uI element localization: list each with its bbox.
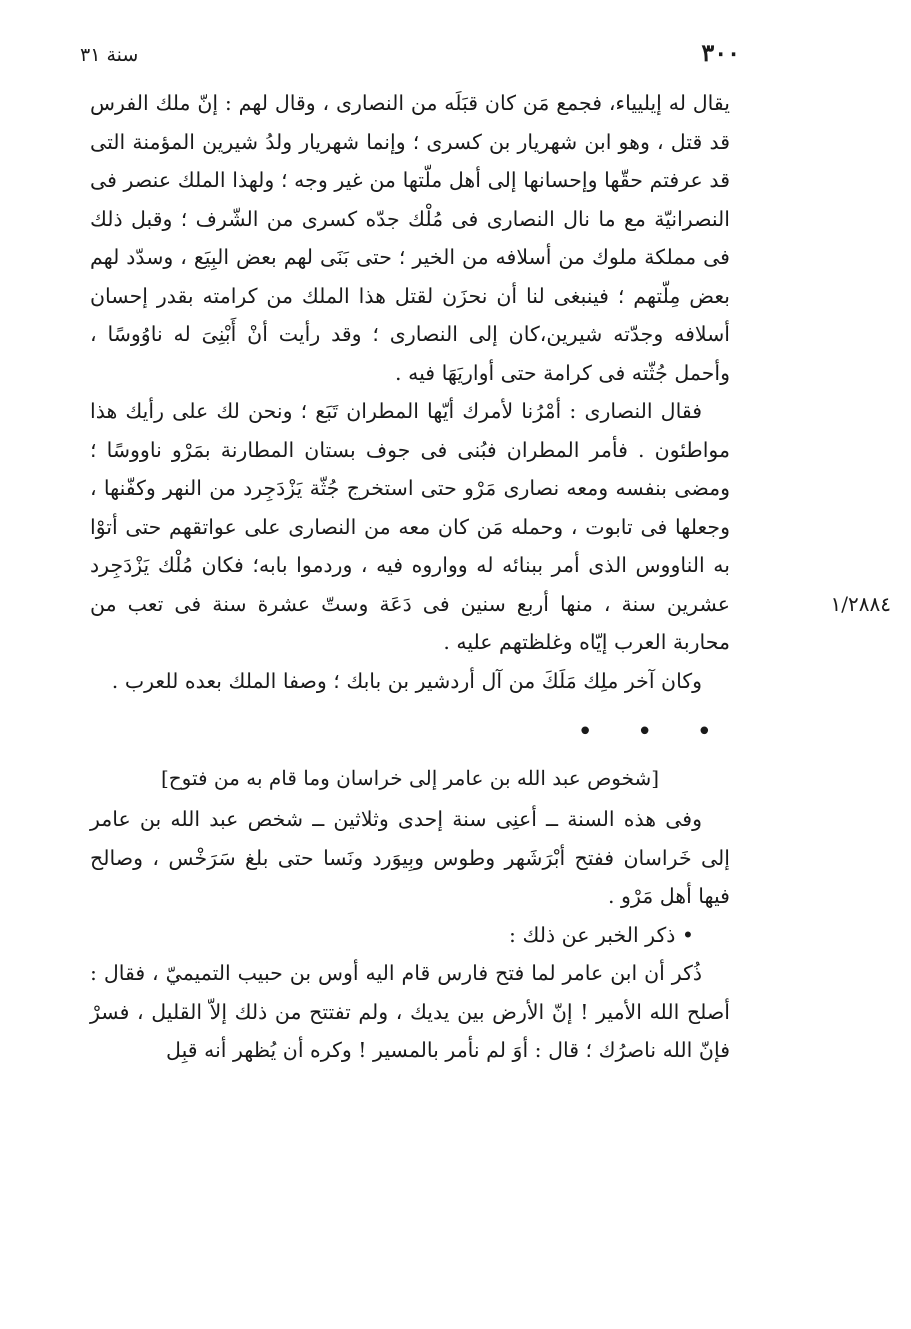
margin-reference: ١/٢٨٨٤	[830, 592, 891, 616]
bullet-heading: • ذكر الخبر عن ذلك :	[509, 922, 694, 947]
paragraph: وكان آخر ملِك مَلَكَ من آل أردشير بن بابك ؛ وصفا الملك بعده للعرب .	[111, 668, 702, 693]
page-header	[80, 38, 740, 78]
paragraph: ذُكر أن ابن عامر لما فتح فارس قام اليه أوس بن حبيب التميميّ ، فقال : أصلح الله الأمير ! إنّ الأرض بين يديك ، ولم تفتتح من ذلك إلاّ القليل ، فسرْ فإنّ الله ناصرُك ؛ قال : أوَ لم نأمر بالمسير ! وكره أن يُظهر أنه قبِل	[90, 961, 730, 1062]
section-heading: [شخوص عبد الله بن عامر إلى خراسان وما قام به من فتوح]	[160, 766, 660, 790]
paragraph: يقال له إيليياء، فجمع مَن كان قبَلَه من النصارى ، وقال لهم : إنّ ملك الفرس قد قتل ، وهو ابن شهريار بن كسرى ؛ وإنما شهريار ولدُ شيرين المؤمنة التى قد عرفتم حقّها وإحسانها إلى أهل ملّتها من غير وجه ؛ ولهذا الملك عنصر فى النصرانيّة مع ما نال النصارى فى مُلْك جدّه كسرى من الشّرف ؛ وقبل ذلك فى مملكة ملوك من أسلافه من الخير ؛ حتى بَنَى لهم بعض البِيَع ، وسدّد لهم بعض مِلّتهم ؛ فينبغى لنا أن نحزَن لقتل هذا الملك من كرامته بقدر إحسان أسلافه وجدّته شيرين،كان إلى النصارى ؛ وقد رأيت أنْ أَبْنِىَ له ناوُوسًا ، وأحمل جُثّته فى كرامة حتى أواريَهَا فيه .	[90, 91, 730, 385]
paragraph: وفى هذه السنة ــ أعنِى سنة إحدى وثلاثين ــ شخص عبد الله بن عامر إلى خَراسان ففتح أبْرَشَهر وطوس وبِيوَرد ونَسا حتى بلغ سَرَخْس ، وصالح فيها أهل مَرْو .	[90, 807, 730, 908]
running-head: سنة ٣١	[80, 44, 139, 66]
paragraph: فقال النصارى : أمْرُنا لأمرك أيّها المطران تَبَع ؛ ونحن لك على رأيك هذا مواطئون . فأمر المطران فبُنى فى جوف بستان المطارنة بمَرْو ناووسًا ؛ ومضى بنفسه ومعه نصارى مَرْو حتى استخرج جُثّة يَزْدَجِرد من النهر وكفّنها ، وجعلها فى تابوت ، وحمله مَن كان معه من النصارى على عواتقهم حتى أتوْا به الناووس الذى أمر ببنائه له وواروه فيه ، وردموا بابه؛ فكان مُلْك يَزْدَجِرد عشرين سنة ، منها أربع سنين فى دَعَة وستّ عشرة سنة فى تعب من محاربة العرب إيّاه وغلظتهم عليه .	[90, 399, 730, 654]
document-body	[90, 84, 730, 1070]
page-number: ٣٠٠	[701, 38, 740, 67]
section-separator: • • •	[577, 717, 730, 747]
